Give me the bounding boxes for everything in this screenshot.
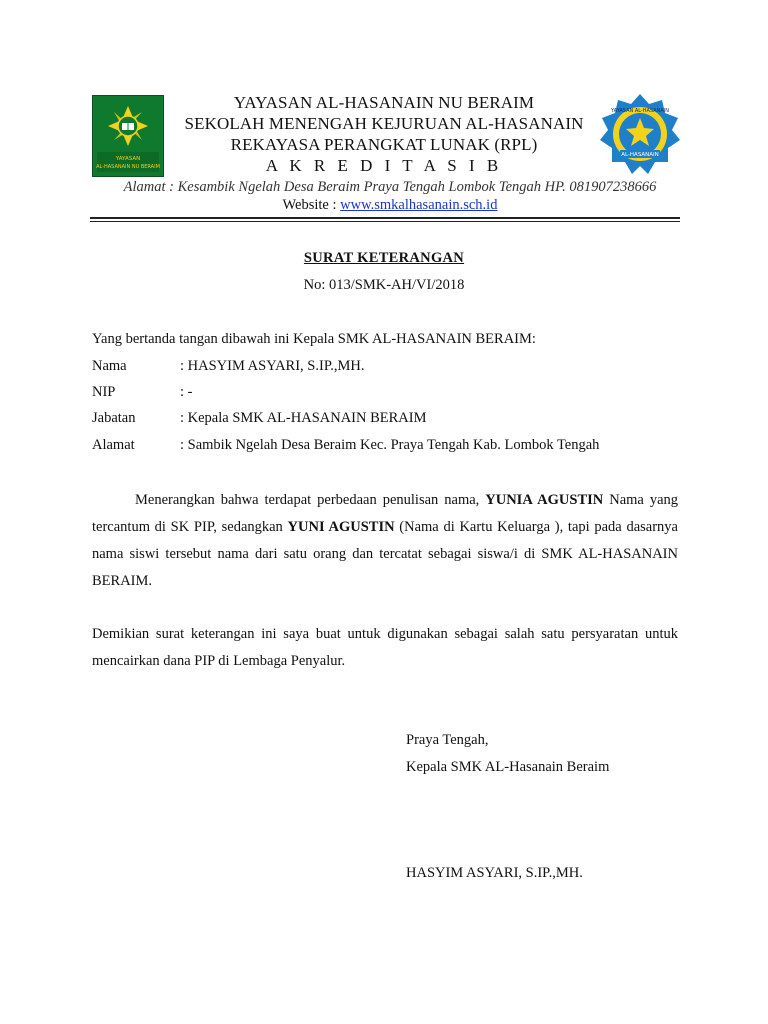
statement-text: Menerangkan bahwa terdapat perbedaan penulisan nama, [135,492,486,508]
accreditation: A K R E D I T A S I B [265,156,503,175]
program-name: REKAYASA PERANGKAT LUNAK (RPL) [230,135,538,154]
document-number: No: 013/SMK-AH/VI/2018 [303,277,465,293]
field-label: NIP [92,384,116,400]
header-rule-thin [90,221,680,222]
statement-text: Nama yang tercantum di SK PIP, sedangkan [92,492,679,535]
signature-place: Praya Tengah, [406,732,489,748]
statement-paragraph [92,487,678,595]
svg-text:AL-HASANAIN: AL-HASANAIN [621,152,659,158]
document-title: SURAT KETERANGAN [303,250,465,266]
school-address: Alamat : Kesambik Ngelah Desa Beraim Praya Tengah Lombok Tengah HP. 081907238666 [123,179,657,195]
field-label: Alamat [92,437,135,453]
website-line [92,197,688,214]
svg-text:AL-HASANAIN NU BERAIM: AL-HASANAIN NU BERAIM [96,164,160,170]
name-sk-pip: YUNIA AGUSTIN [485,492,604,508]
website-link[interactable]: www.smkalhasanain.sch.id [340,197,498,213]
field-label: Jabatan [92,410,136,426]
signature-name: HASYIM ASYARI, S.IP.,MH. [406,865,583,881]
foundation-name: YAYASAN AL-HASANAIN NU BERAIM [233,93,535,112]
name-kartu-keluarga: YUNI AGUSTIN [287,519,395,535]
website-label: Website : [282,197,341,213]
svg-text:YAYASAN AL-HASANAIN: YAYASAN AL-HASANAIN [611,108,669,114]
field-value: : - [180,384,193,400]
signature-role: Kepala SMK AL-Hasanain Beraim [406,759,610,775]
field-label: Nama [92,358,127,374]
school-logo [598,92,682,176]
intro-text: Yang bertanda tangan dibawah ini Kepala SMK AL-HASANAIN BERAIM: [92,331,536,347]
field-value: : Sambik Ngelah Desa Beraim Kec. Praya Tengah Kab. Lombok Tengah [180,437,600,453]
field-value: : Kepala SMK AL-HASANAIN BERAIM [180,410,427,426]
header-rule-thick [90,217,680,219]
closing-paragraph: Demikian surat keterangan ini saya buat untuk digunakan sebagai salah satu persyaratan untuk mencairkan dana PIP di Lembaga Penyalur. [92,626,678,669]
field-value: : HASYIM ASYARI, S.IP.,MH. [180,358,365,374]
yayasan-logo [92,95,164,177]
school-name: SEKOLAH MENENGAH KEJURUAN AL-HASANAIN [184,114,584,133]
statement-text: (Nama di Kartu Keluarga ), tapi pada dasarnya nama siswi tersebut nama dari satu orang dan tercatat sebagai siswa/i di SMK AL-HASANAIN BERAIM. [92,519,678,589]
svg-text:YAYASAN: YAYASAN [115,156,141,162]
